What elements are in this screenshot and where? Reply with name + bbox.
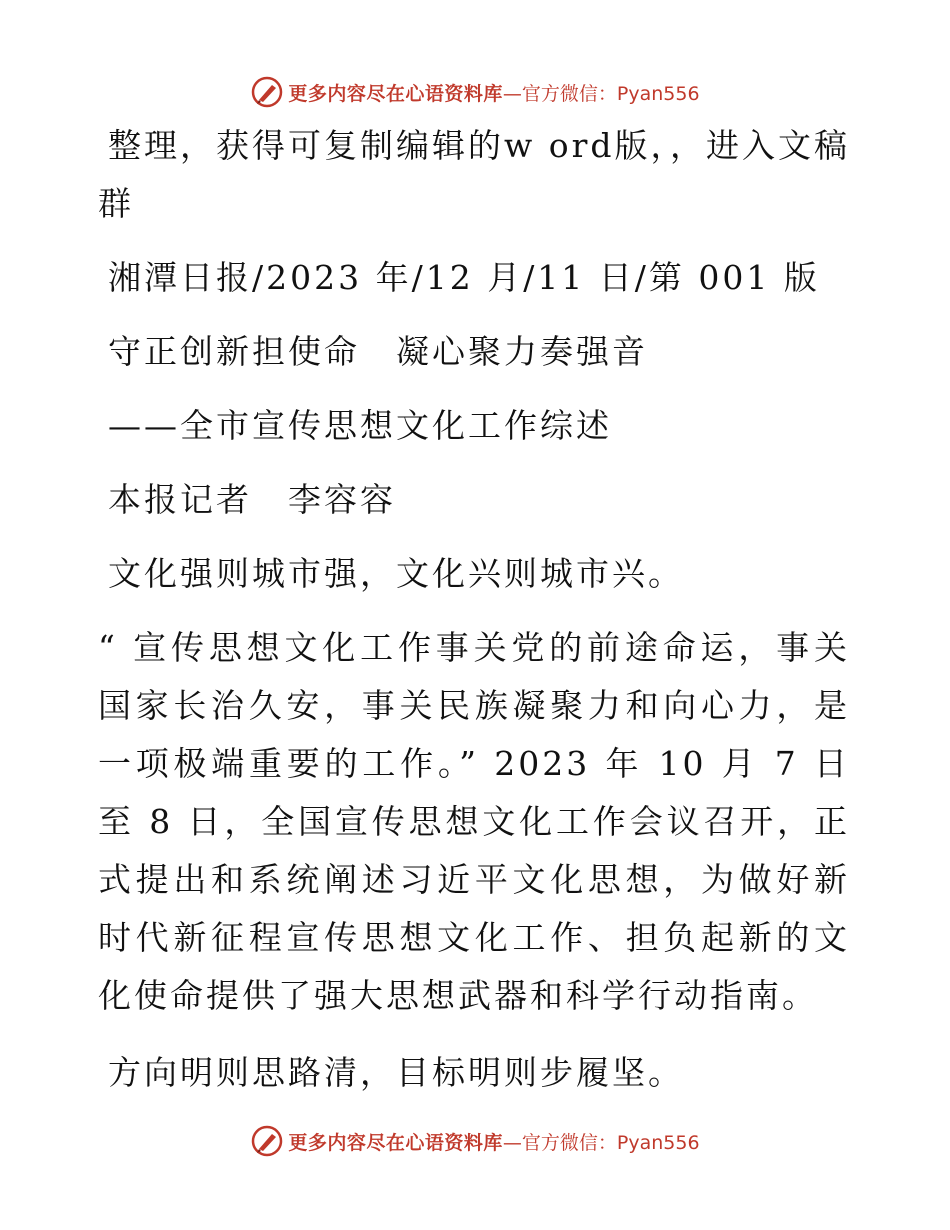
paragraph-source: 湘潭日报/2023 年/12 月/11 日/第 001 版 xyxy=(108,258,820,297)
pen-logo-icon xyxy=(250,1124,284,1158)
header-watermark xyxy=(0,72,950,112)
pen-logo-icon xyxy=(250,75,284,109)
banner-text: 更多内容尽在心语资料库 xyxy=(288,1131,503,1154)
footer-watermark xyxy=(0,1121,950,1161)
article-byline: 本报记者 李容容 xyxy=(108,480,396,519)
paragraph-lead: 文化强则城市强，文化兴则城市兴。 xyxy=(108,554,684,593)
paragraph-closing: 方向明则思路清，目标明则步履坚。 xyxy=(108,1053,684,1092)
article-title: 守正创新担使命 凝心聚力奏强音 xyxy=(108,332,648,371)
paragraph-intro: 整理，获得可复制编辑的w ord版，，进入文稿群 xyxy=(98,126,851,223)
banner-text: 更多内容尽在心语资料库 xyxy=(288,82,503,105)
paragraph-body: “ 宣传思想文化工作事关党的前途命运，事关国家长治久安，事关民族凝聚力和向心力，是一项极端重要的工作。” 2023 年 10 月 7 日至 8 日，全国宣传思想文化工作会议召开，正式提出和系统阐述习近平文化思想，为做好新时代新征程宣传思想文化工作、担负起新的文化使命提供了强大思想武器和科学行动指南。 xyxy=(98,628,850,1015)
article-subtitle: ——全市宣传思想文化工作综述 xyxy=(108,406,612,445)
banner-contact: —官方微信：Pyan556 xyxy=(502,82,700,105)
banner-contact: —官方微信：Pyan556 xyxy=(502,1131,700,1154)
